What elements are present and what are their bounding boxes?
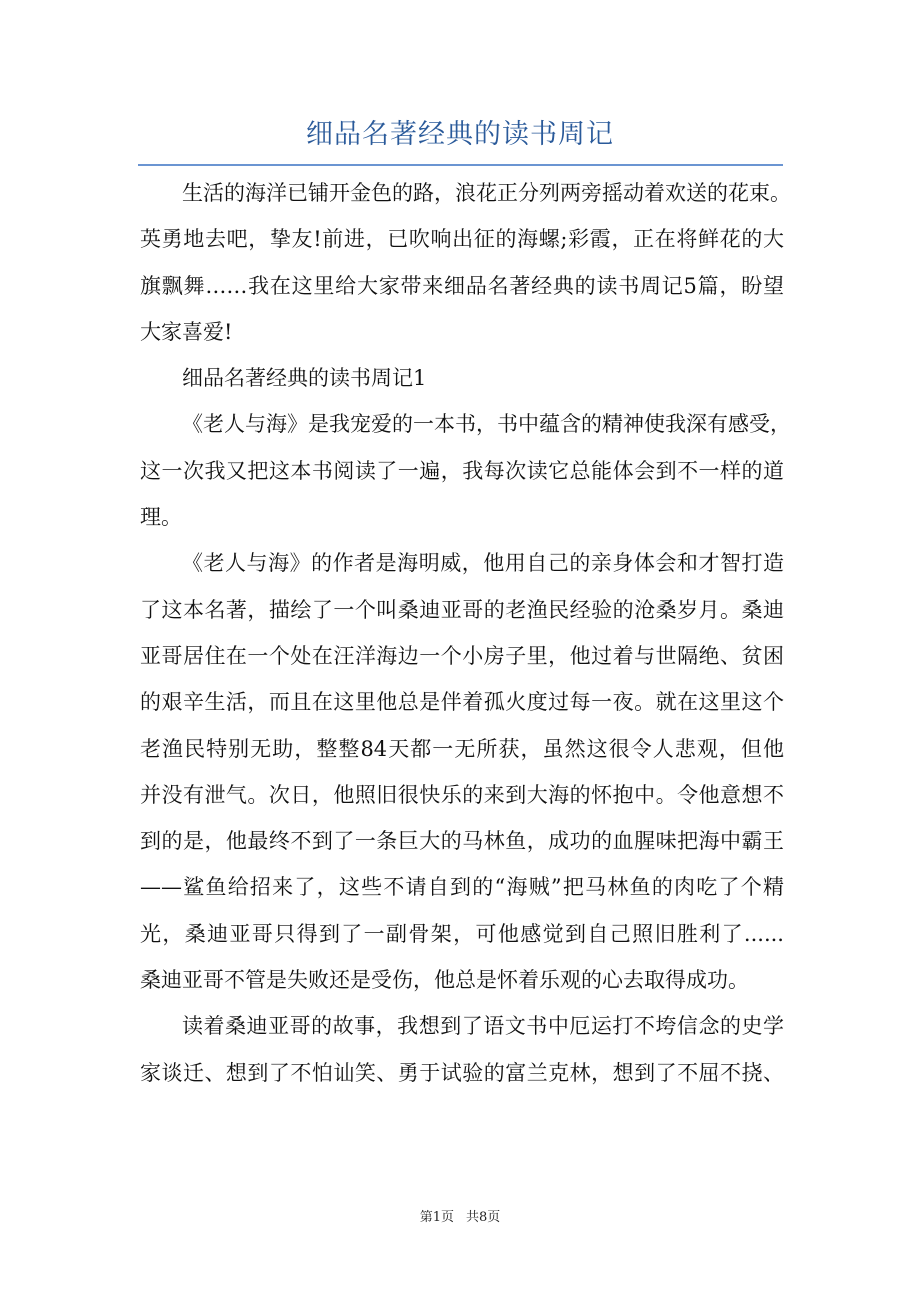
text-line: 家谈迁、想到了不怕讪笑、勇于试验的富兰克林，想到了不屈不挠、 <box>140 1060 784 1085</box>
text-line: 并没有泄气。次日，他照旧很快乐的来到大海的怀抱中。令他意想不 <box>140 782 784 807</box>
title-divider <box>138 164 783 166</box>
paragraph <box>140 401 791 540</box>
text-line: 《老人与海》的作者是海明威，他用自己的亲身体会和才智打造 <box>182 551 784 576</box>
document-body <box>140 170 791 1096</box>
text-line: ——鲨鱼给招来了，这些不请自到的“海贼”把马林鱼的肉吃了个精 <box>140 875 784 900</box>
page-footer <box>0 1206 920 1225</box>
text-line: 桑迪亚哥不管是失败还是受伤，他总是怀着乐观的心去取得成功。 <box>140 968 749 993</box>
text-line: 老渔民特别无助，整整84天都一无所获，虽然这很令人悲观，但他 <box>140 736 784 761</box>
paragraph <box>140 170 791 355</box>
paragraph <box>140 540 784 1003</box>
text-line: 旗飘舞……我在这里给大家带来细品名著经典的读书周记5篇，盼望 <box>140 273 784 298</box>
text-line: 理。 <box>140 505 182 530</box>
text-line: 细品名著经典的读书周记1 <box>182 366 427 391</box>
document-title: 细品名著经典的读书周记 <box>306 119 614 150</box>
text-line: 这一次我又把这本书阅读了一遍，我每次读它总能体会到不一样的道 <box>140 458 784 483</box>
text-line: 的艰辛生活，而且在这里他总是伴着孤火度过每一夜。就在这里这个 <box>140 690 784 715</box>
text-line: 读着桑迪亚哥的故事，我想到了语文书中厄运打不垮信念的史学 <box>182 1014 784 1039</box>
page-number: 第1页 <box>419 1210 454 1225</box>
text-line: 光，桑迪亚哥只得到了一副骨架，可他感觉到自己照旧胜利了...... <box>140 921 784 946</box>
text-line: 《老人与海》是我宠爱的一本书，书中蕴含的精神使我深有感受， <box>182 412 791 437</box>
text-line: 到的是，他最终不到了一条巨大的马林鱼，成功的血腥味把海中霸王 <box>140 829 784 854</box>
text-line: 大家喜爱! <box>140 319 233 344</box>
text-line: 亚哥居住在一个处在汪洋海边一个小房子里，他过着与世隔绝、贫困 <box>140 643 784 668</box>
paragraph <box>140 355 784 401</box>
text-line: 生活的海洋已铺开金色的路，浪花正分列两旁摇动着欢送的花束。 <box>182 181 791 205</box>
paragraph <box>140 1003 784 1096</box>
page-total: 共8页 <box>466 1210 501 1225</box>
text-line: 了这本名著，描绘了一个叫桑迪亚哥的老渔民经验的沧桑岁月。桑迪 <box>140 597 784 622</box>
text-line: 英勇地去吧，挚友!前进，已吹响出征的海螺;彩霞，正在将鲜花的大 <box>140 227 784 252</box>
